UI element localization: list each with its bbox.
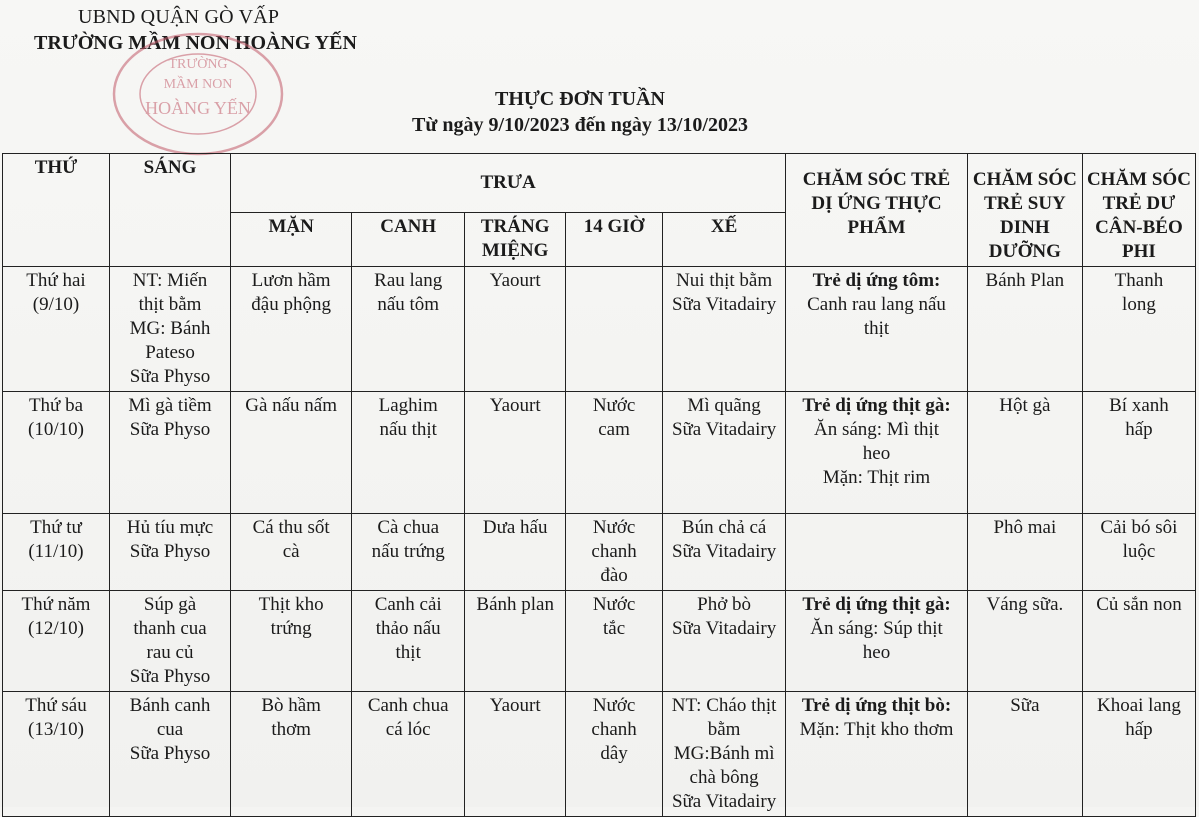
cell-man: Cá thu sốt cà — [231, 514, 352, 591]
cell-man: Thịt kho trứng — [231, 591, 352, 692]
allergy-title: Trẻ dị ứng thịt gà: — [802, 395, 951, 416]
cell-suy-dinh-duong: Váng sữa. — [967, 591, 1082, 692]
table-row — [3, 514, 1196, 591]
cell-canh: Cà chua nấu trứng — [352, 514, 465, 591]
cell-di-ung — [786, 514, 968, 591]
stamp-line-1: TRƯỜNG — [168, 57, 228, 72]
cell-14-gio — [566, 267, 663, 392]
cell-di-ung — [786, 692, 968, 817]
allergy-body: Mặn: Thịt kho thơm — [799, 719, 954, 740]
allergy-title: Trẻ dị ứng thịt gà: — [802, 594, 951, 615]
school-stamp — [110, 30, 286, 158]
cell-di-ung — [786, 267, 968, 392]
cell-trang-mieng: Dưa hấu — [465, 514, 566, 591]
allergy-body: Ăn sáng: Mì thịt heo Mặn: Thịt rim — [813, 419, 940, 488]
cell-xe: Phở bò Sữa Vitadairy — [663, 591, 786, 692]
table-row — [3, 591, 1196, 692]
cell-thu: Thứ ba (10/10) — [3, 392, 110, 514]
cell-canh: Laghim nấu thịt — [352, 392, 465, 514]
cell-14-gio: Nước tắc — [566, 591, 663, 692]
cell-14-gio: Nước cam — [566, 392, 663, 514]
cell-suy-dinh-duong: Sữa — [967, 692, 1082, 817]
cell-sang: Súp gà thanh cua rau củ Sữa Physo — [109, 591, 230, 692]
cell-man: Bò hầm thơm — [231, 692, 352, 817]
cell-canh: Rau lang nấu tôm — [352, 267, 465, 392]
cell-du-can: Khoai lang hấp — [1082, 692, 1195, 817]
header-man: MẶN — [231, 213, 352, 267]
allergy-title: Trẻ dị ứng thịt bò: — [801, 695, 952, 716]
cell-thu: Thứ tư (11/10) — [3, 514, 110, 591]
district-header: UBND QUẬN GÒ VẤP — [78, 6, 280, 28]
allergy-body: Canh rau lang nấu thịt — [807, 294, 946, 339]
cell-14-gio: Nước chanh dây — [566, 692, 663, 817]
header-canh: CANH — [352, 213, 465, 267]
cell-man: Gà nấu nấm — [231, 392, 352, 514]
cell-sang: NT: Miến thịt bằm MG: Bánh Pateso Sữa Physo — [109, 267, 230, 392]
header-suy-dinh-duong: CHĂM SÓC TRẺ SUY DINH DƯỠNG — [967, 154, 1082, 267]
cell-thu: Thứ hai (9/10) — [3, 267, 110, 392]
cell-di-ung — [786, 591, 968, 692]
cell-thu: Thứ sáu (13/10) — [3, 692, 110, 817]
cell-trang-mieng: Yaourt — [465, 392, 566, 514]
cell-xe: Nui thịt bằm Sữa Vitadairy — [663, 267, 786, 392]
header-xe: XẾ — [663, 213, 786, 267]
cell-xe: Bún chả cá Sữa Vitadairy — [663, 514, 786, 591]
stamp-line-2: MẦM NON — [163, 77, 233, 92]
cell-thu: Thứ năm (12/10) — [3, 591, 110, 692]
cell-suy-dinh-duong: Bánh Plan — [967, 267, 1082, 392]
cell-trang-mieng: Yaourt — [465, 692, 566, 817]
cell-di-ung — [786, 392, 968, 514]
header-14-gio: 14 GIỜ — [566, 213, 663, 267]
table-row — [3, 267, 1196, 392]
cell-trang-mieng: Yaourt — [465, 267, 566, 392]
header-trang-mieng: TRÁNG MIỆNG — [465, 213, 566, 267]
cell-xe: Mì quãng Sữa Vitadairy — [663, 392, 786, 514]
header-trua: TRƯA — [231, 154, 786, 213]
cell-du-can: Bí xanh hấp — [1082, 392, 1195, 514]
cell-suy-dinh-duong: Hột gà — [967, 392, 1082, 514]
cell-du-can: Cải bó sôi luộc — [1082, 514, 1195, 591]
allergy-title: Trẻ dị ứng tôm: — [812, 270, 941, 291]
table-row — [3, 392, 1196, 514]
cell-sang: Mì gà tiềm Sữa Physo — [109, 392, 230, 514]
header-du-can: CHĂM SÓC TRẺ DƯ CÂN-BÉO PHI — [1082, 154, 1195, 267]
cell-xe: NT: Cháo thịt bằm MG:Bánh mì chà bông Sữa Vitadairy — [663, 692, 786, 817]
cell-man: Lươn hầm đậu phộng — [231, 267, 352, 392]
cell-canh: Canh chua cá lóc — [352, 692, 465, 817]
allergy-body: Ăn sáng: Súp thịt heo — [810, 618, 943, 663]
cell-sang: Bánh canh cua Sữa Physo — [109, 692, 230, 817]
header-sang: SÁNG — [109, 154, 230, 267]
school-header: TRƯỜNG MẦM NON HOÀNG YẾN — [34, 32, 357, 54]
cell-du-can: Thanh long — [1082, 267, 1195, 392]
table-row — [3, 692, 1196, 817]
cell-canh: Canh cải thảo nấu thịt — [352, 591, 465, 692]
cell-sang: Hủ tíu mực Sữa Physo — [109, 514, 230, 591]
menu-title: THỰC ĐƠN TUẦN — [494, 88, 665, 110]
stamp-line-3: HOÀNG YẾN — [145, 98, 251, 118]
header-thu: THỨ — [3, 154, 110, 267]
weekly-menu-table — [2, 153, 1196, 817]
header-di-ung: CHĂM SÓC TRẺ DỊ ỨNG THỰC PHẨM — [786, 154, 968, 267]
cell-suy-dinh-duong: Phô mai — [967, 514, 1082, 591]
menu-date-range: Từ ngày 9/10/2023 đến ngày 13/10/2023 — [412, 114, 748, 136]
cell-trang-mieng: Bánh plan — [465, 591, 566, 692]
cell-du-can: Củ sắn non — [1082, 591, 1195, 692]
cell-14-gio: Nước chanh đào — [566, 514, 663, 591]
